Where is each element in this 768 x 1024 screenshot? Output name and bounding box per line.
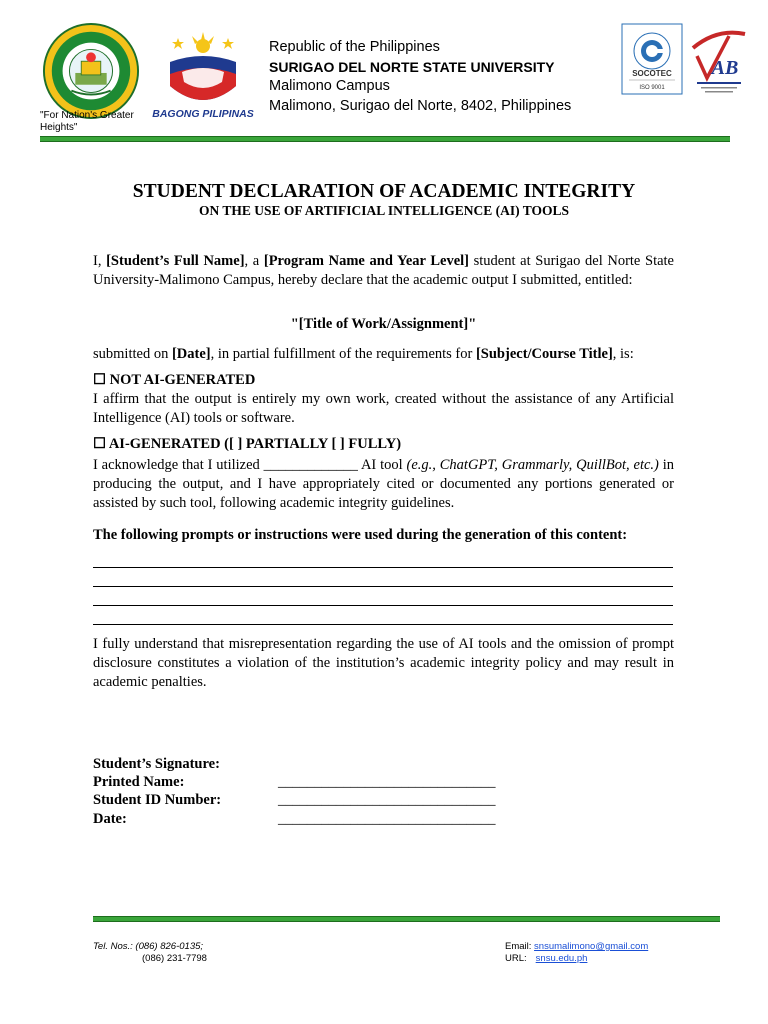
republic-label: Republic of the Philippines — [269, 39, 440, 55]
not-ai-generated-text: I affirm that the output is entirely my own work, created without the assistance of any Artificial Intelligence (AI) tools or software. — [93, 391, 674, 426]
not-ai-generated-checkbox[interactable]: ☐ NOT AI-GENERATED — [93, 372, 256, 388]
student-id-line[interactable]: ______________________________ — [278, 792, 496, 808]
footer-contact — [505, 941, 648, 965]
institution-address-block — [269, 38, 571, 116]
footer-phone — [93, 941, 207, 965]
signature-label: Student’s Signature: — [93, 756, 220, 772]
pab-accreditation-logo — [687, 26, 745, 98]
url-link[interactable]: snsu.edu.ph — [535, 953, 588, 964]
student-name-placeholder: [Student’s Full Name] — [106, 253, 245, 269]
phone-line-1: Tel. Nos.: (086) 826-0135; — [93, 941, 204, 952]
ai-generated-checkbox[interactable]: ☐ AI-GENERATED ([ ] PARTIALLY [ ] FULLY) — [93, 436, 402, 452]
student-id-label: Student ID Number: — [93, 792, 222, 808]
document-title: STUDENT DECLARATION OF ACADEMIC INTEGRITY — [132, 181, 636, 202]
url-label: URL: — [505, 953, 527, 964]
document-subtitle: ON THE USE OF ARTIFICIAL INTELLIGENCE (AI) TOOLS — [198, 203, 569, 218]
closing-statement: I fully understand that misrepresentation regarding the use of AI tools and the omission of prompt disclosure constitutes a violation of the institution’s academic integrity policy and may result in academic penalties. — [93, 636, 674, 690]
bagong-pilipinas-text: BAGONG PILIPINAS — [152, 108, 254, 120]
submitted-text-3: , is: — [612, 346, 634, 362]
prompts-heading: The following prompts or instructions were used during the generation of this content: — [93, 527, 628, 543]
date-placeholder: [Date] — [171, 346, 211, 362]
program-placeholder: [Program Name and Year Level] — [263, 253, 469, 269]
pab-label: AB — [711, 57, 739, 79]
subject-placeholder: [Subject/Course Title] — [475, 346, 613, 362]
university-seal-logo — [42, 22, 140, 120]
intro-text-2: , a — [244, 253, 264, 269]
iso-label: ISO 9001 — [639, 85, 665, 91]
email-label: Email: — [505, 941, 535, 952]
prompt-line-4[interactable] — [93, 624, 673, 625]
header-divider — [40, 136, 730, 142]
ai-text-2: in producing the output, and I have appropriately cited or documented any portions generated or assisted by such tool, following academic integrity guidelines. — [93, 457, 675, 511]
socotec-iso-certification-logo — [621, 23, 683, 95]
submission-statement — [93, 345, 674, 364]
date-label: Date: — [93, 811, 127, 827]
email-link[interactable]: snsumalimono@gmail.com — [534, 941, 649, 952]
date-line[interactable]: ______________________________ — [278, 811, 496, 827]
printed-name-label: Printed Name: — [93, 774, 185, 790]
prompt-line-1[interactable] — [93, 567, 673, 568]
university-name: SURIGAO DEL NORTE STATE UNIVERSITY — [269, 58, 555, 75]
prompt-line-3[interactable] — [93, 605, 673, 606]
footer-divider — [93, 916, 720, 922]
phone-line-2: (086) 231-7798 — [142, 953, 207, 964]
submitted-text-1: submitted on — [93, 346, 172, 362]
campus-address: Malimono, Surigao del Norte, 8402, Philippines — [269, 97, 572, 114]
intro-text-3: student at Surigao del Norte State University-Malimono Campus, hereby declare that the academic output I submitted, entitled: — [93, 253, 674, 288]
bagong-pilipinas-logo — [148, 22, 258, 122]
work-title-placeholder: "[Title of Work/Assignment]" — [290, 316, 477, 332]
submitted-text-2: , in partial fulfillment of the requirements for — [210, 346, 476, 362]
university-tagline: "For Nation's Greater Heights" — [40, 110, 134, 133]
printed-name-line[interactable]: ______________________________ — [278, 774, 496, 790]
socotec-label: SOCOTEC — [632, 69, 672, 78]
campus-name: Malimono Campus — [269, 78, 390, 94]
prompt-line-2[interactable] — [93, 586, 673, 587]
intro-text-1: I, — [93, 253, 107, 269]
ai-tool-examples: (e.g., ChatGPT, Grammarly, QuillBot, etc.) — [406, 457, 659, 473]
declaration-intro — [93, 252, 674, 290]
ai-text-1: I acknowledge that I utilized _____________ AI tool — [93, 457, 407, 473]
ai-generated-text — [93, 456, 674, 513]
